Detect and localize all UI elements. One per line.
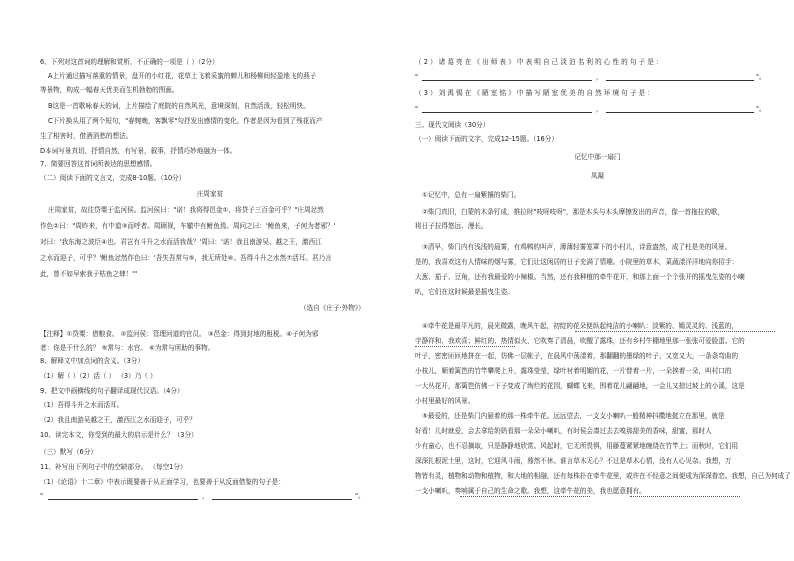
q9-sentence-1: （1）吾得斗升之水而活耳。 (40, 401, 124, 409)
paragraph-5-line-5: 物皆有灵，植物和动物和植物，和大地的相融，还有每株扑在牵牛花里，或许在不经意之间便成为深深眷恋。我想，自己为何成了 (415, 472, 791, 480)
q11-item-1: （1）《论语》十二章》中表示既要善于从正面学习，也要善于从反面借鉴的句子是： (40, 478, 285, 486)
paragraph-5-line-4: 深深扎根泥土里，这时，它迎风斗雨，蓦然不休。谁言草木无心？不过是草木心情，没有人心见杂。我想，万 (415, 457, 732, 465)
q11-2-blank-1[interactable] (422, 72, 592, 81)
passage-line-4: 之水而迎子，可乎？'鲋鱼忿然作色曰：'吾失吾常与⑤，我无所处⑥。吾得斗升之水然⑦活耳。君乃言 (40, 254, 332, 262)
paragraph-1: ①记忆中，总有一扇紫攘的柴门。 (422, 191, 521, 199)
q7-stem: 7、简要回答这首词所表达的思想感情。 (40, 160, 157, 168)
article-author: 凤凝 (590, 172, 605, 180)
paragraph-4-line-5: 一大丛花开，那篱笆仿佛一下子变成了绚烂的花园，蝴蝶飞来，围着花儿翩翩地，一会儿又掠过坡上的小溪，这是 (415, 382, 745, 390)
q11-1-blank-1[interactable] (48, 491, 198, 500)
q11-1-blank-2[interactable] (212, 491, 352, 500)
q11-1-comma: ， (202, 492, 209, 500)
q11-item-3: （ 3 ） 刘 禹 锡 在 《 陋 室 铭 》 中 描 写 陋 室 优 美 的 自 然 环 境 句 子 是 ： (415, 89, 654, 97)
q11-3-end-mark: "。 (756, 105, 766, 113)
paragraph-4-line-1: ④牵牛花是最平凡的，晨光微露，晚风午起，初绽的花朵便纵起纯洁的小喇叭：淡紫的、嫣灵灵的、浅蓝的， (422, 322, 738, 330)
wavy-underline-mark (415, 346, 515, 347)
section-modern-reading: 三、现代文阅读（30分） (415, 121, 490, 129)
article-title: 记忆中那一扇门 (574, 153, 621, 161)
q11-3-blank-1[interactable] (422, 104, 592, 113)
passage-title: 庄周家贫 (196, 190, 224, 198)
q8-stem: 8、解释文中加点词的含义。（3分） (40, 357, 144, 365)
q11-2-blank-2[interactable] (606, 72, 754, 81)
q8-items: （1）解（ ）（2）活（ ） （3）乃（ ） (40, 372, 157, 380)
q11-1-end-mark: "。 (355, 492, 365, 500)
passage-line-1: 庄周家贫，故往贷粟于监河侯。监河侯曰："诺！我将得邑金①，将贷子三百金可乎？"庄周忿然 (48, 206, 324, 214)
q11-2-end-mark: "。 (756, 73, 766, 81)
section3-heading: （三）默写（6分） (40, 448, 97, 456)
q6-stem: 6、下列对这首词的理解和赏析，不正确的一项是（ ）（2分） (40, 58, 219, 66)
wavy-underline-mark (575, 331, 775, 332)
paragraph-4-line-3: 叶子，密密匝匝地挤在一起，仿佛一层帐子，在晨风中荡漾着，那翻翻的墨绿的叶子，又宽又大，一条条弯曲的 (415, 352, 739, 360)
q6-option-d: D本词写景真切，抒情自然，有写景，叙事，抒情巧妙地融为一体。 (40, 147, 237, 155)
wavy-underline-mark (460, 496, 590, 497)
paragraph-4-line-2: 宇静祥和，我欢喜；鲜红的、热情似火，它吹奏了清晨，吹醒了露珠，还有乡村牛棚地里那一张张可爱脸蛋。它的 (415, 337, 745, 345)
paragraph-4-line-4: 小枝儿，顺着篱笆的竹竿攀爬上升，露珠莹莹，绿叶衬着明媚的花，一片替着一片，一朵挨着一朵，叫村口的 (415, 367, 732, 375)
note-line-2: 者：你是干什么的？ ⑤常与：水官。 ⑥为常与所助的事物。 (40, 344, 215, 352)
q6-option-c-line2: 生了相害时，借酒消愁的想法。 (40, 132, 133, 140)
paragraph-5-line-3: 少有童心，也不忍摘取，只是静静地欣赏。风起时，它无所畏惧，用藤蔓紧紧地缠绕在竹竿上；而秋时，它们用 (415, 442, 739, 450)
wavy-underline-mark (630, 496, 740, 497)
paragraph-5-line-1: ⑤最爱的，还是柴门内悬着的那一株牵牛花。远远望去，一支支小喇叭一般精神抖擞地挺立在那里，就是 (422, 412, 725, 420)
q9-sentence-2: （2）我且南游吴越之王，激西江之水而迎子，可乎？ (40, 416, 196, 424)
q11-2-quote-open: " (415, 73, 419, 81)
passage-line-2: 作色②曰："周昨来，有中道③而呼者。周顾视，车辙中有鲋鱼焉。周问之曰：'鲋鱼来，子何为者邪？' (40, 222, 336, 230)
paragraph-4-line-6: 小村里最好的风景。 (415, 397, 475, 405)
q11-3-blank-2[interactable] (606, 104, 754, 113)
q11-1-quote-open: " (40, 492, 44, 500)
sub-section-heading: （一）阅读下面的文字，完成12-15题。（16分） (415, 135, 558, 143)
paragraph-3-line-2: 是的，我喜欢这有人情味的烟与雾，它们让这闲居的日子充满了情趣。小院里的草木，菜蔬漾洋洋地向你招手： (415, 258, 739, 266)
q11-item-2: （ 2 ） 诸 葛 亮 在 《 出 师 表 》 中 表 明 自 己 淡 泊 名 利 的 心 性 的 句 子 是 ： (415, 58, 663, 66)
paragraph-5-line-2: 好看！儿时就爱，会去拿给奶奶看那一朵朵小喇叭，有时侯会凑过去去嗅那甜美的香味，甜蜜，那时人 (415, 427, 712, 435)
paragraph-3-line-1: ③清早，柴门内有浅浅的晨雾，有鸡鸭的叫声，薄薄轻雾笼罩下的小村儿，诗意盎然，成了柱是美的风景。 (422, 243, 732, 251)
q6-option-c-line1: C下片换头用了两个短句，"春婉晚，客飘零"句抒发出感情的变化，作者是因为看到了残花而产 (48, 117, 323, 125)
passage-line-3: 对曰：'我东海之波臣④也。君岂有斗升之水而活我哉？'周曰：'诺！我且南游吴、越之王，激西江 (40, 238, 322, 246)
q11-3-quote-open: " (415, 105, 419, 113)
paragraph-2-line-2: 将日子拉得悠远、漫长。 (415, 222, 488, 230)
passage-line-5: 此，曾不如早索我于枯鱼之肆！'" (40, 270, 138, 278)
q6-option-b: B这是一首歌咏春天的词，上片描绘了庭院的自然风光，意境深刻，自然活泼，轻松明快。 (48, 102, 310, 110)
q11-stem: 11、补写出下列句子中的空缺部分。 （每空1分） (40, 463, 187, 471)
section2-heading: （二）阅读下面的文言文，完成8-10题。（10分） (40, 174, 186, 182)
q10-stem: 10、读完本文，你受到的最大的启示是什么？（3分） (40, 431, 198, 439)
q6-option-a-line2: 等景物，构成一幅春天优美而生机勃勃的图画。 (40, 86, 179, 94)
q11-2-comma: ， (596, 73, 603, 81)
paragraph-5-line-6: 一支小喇叭，奏响属于自己的生命之歌。我想，这牵牛花的美，我也愿意拥有。 (415, 487, 646, 495)
paragraph-3-line-4: 叭，它们在这时候最是摇曳生姿。 (415, 288, 514, 296)
q11-3-comma: ， (596, 105, 603, 113)
passage-source: （选自《庄子·外物》） (300, 304, 365, 312)
q9-stem: 9、把文中画横线的句子翻译成现代汉语。（4分） (40, 387, 184, 395)
paragraph-2-line-1: ②柴门真旧，白蒙的木条钉成，推拉时"吱呀吱呀"，那是木头与木头摩擦发出的声音，像一首拖拉的歌， (422, 208, 725, 216)
paragraph-3-line-3: 大葱、茄子、豆角，还有我最爱的小辣椒。当然，还有我种植的牵牛花开，和那上面一个个张开的摇曳生姿的小喇 (415, 273, 745, 281)
note-line-1: 【注释】①贷粟：借粮食。 ②监河侯：管理河道的官员。 ③邑金：得到封地的租税。④子何为邪 (40, 330, 319, 338)
q6-option-a-line1: A上片通过描写落重的情景，盘开的小红花，花草上飞着采蜜的蝉儿和杨柳间轻盈地飞的燕子 (48, 72, 317, 80)
right-column (400, 0, 794, 561)
